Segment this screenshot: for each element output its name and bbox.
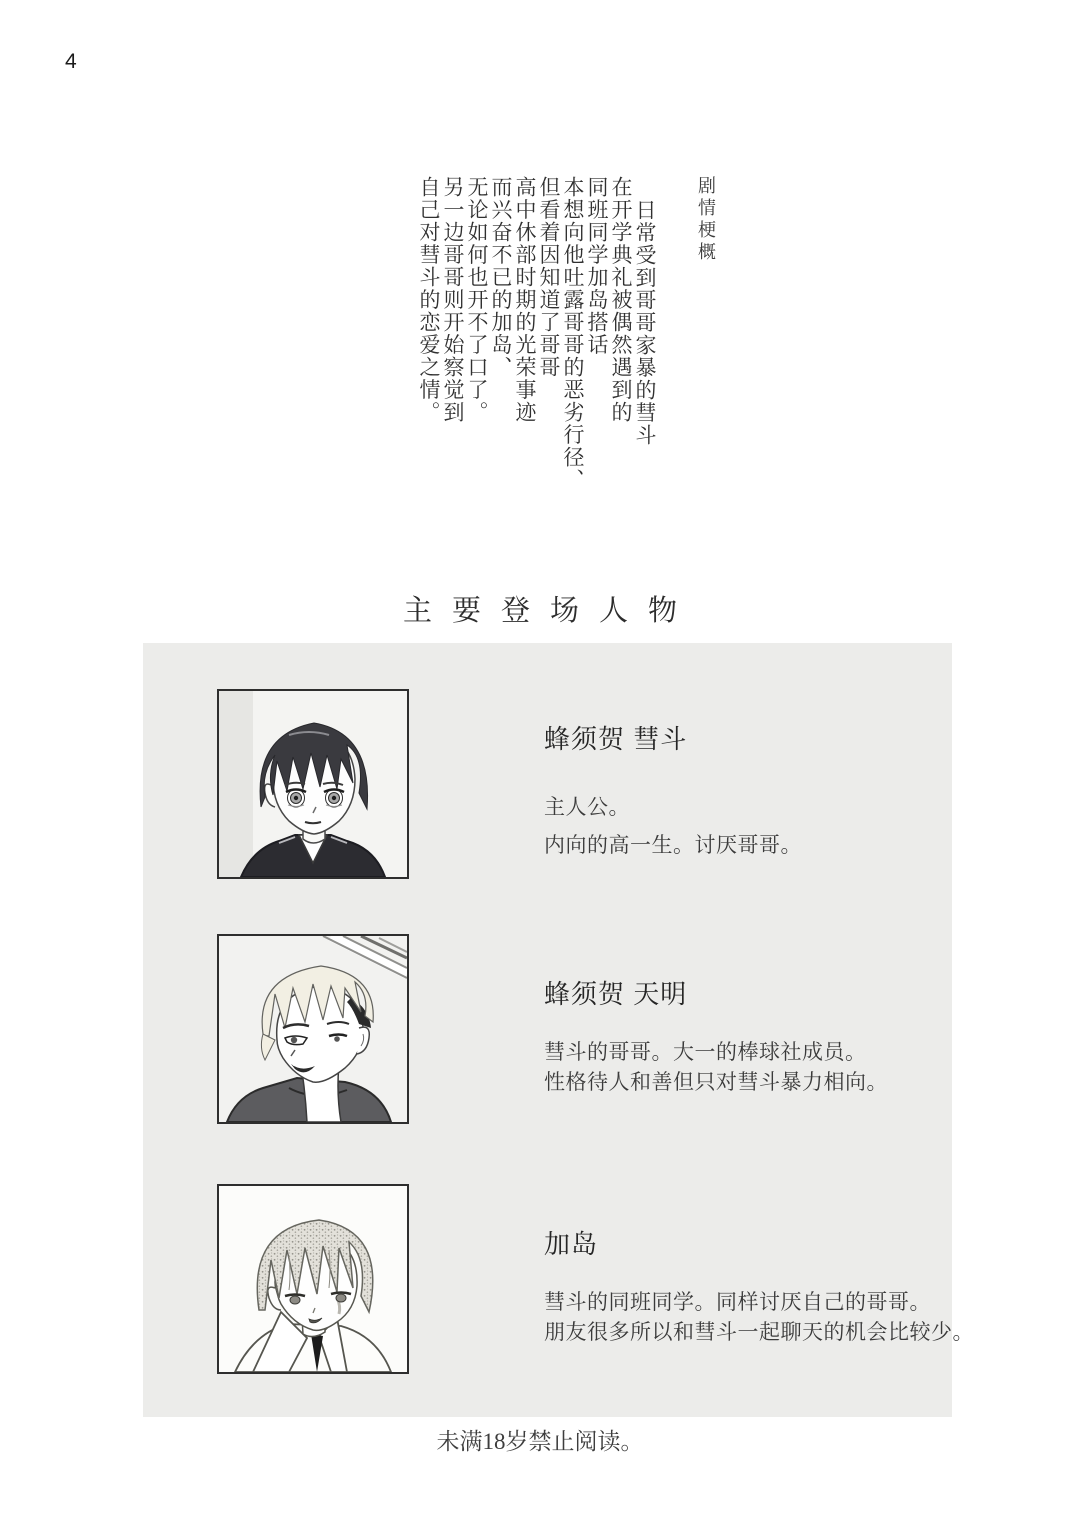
character-description xyxy=(544,1038,888,1098)
description-line: 主人公。 xyxy=(544,796,630,819)
character-description xyxy=(544,793,802,861)
kajima-portrait-image xyxy=(219,1186,407,1372)
characters-panel xyxy=(143,643,974,1417)
synopsis-line: 另一边哥哥则开始察觉到 xyxy=(441,176,464,424)
synopsis-line: 自己对彗斗的恋爱之情。 xyxy=(417,176,440,424)
portrait-hachisuka-tenmei xyxy=(217,934,409,1124)
synopsis-line: 而兴奋不已的加岛、 xyxy=(489,176,512,379)
character-description xyxy=(544,1288,974,1348)
description-line: 彗斗的哥哥。大一的棒球社成员。 xyxy=(544,1041,867,1064)
synopsis-line: 日常受到哥哥家暴的彗斗 xyxy=(633,199,656,447)
synopsis-line: 但看着因知道了哥哥 xyxy=(537,176,560,379)
description-line: 性格待人和善但只对彗斗暴力相向。 xyxy=(544,1071,888,1094)
description-line: 朋友很多所以和彗斗一起聊天的机会比较少。 xyxy=(544,1321,974,1344)
character-entry-kajima xyxy=(217,1184,974,1376)
synopsis-line: 同班同学加岛搭话 xyxy=(585,176,608,356)
description-line: 内向的高一生。讨厌哥哥。 xyxy=(544,834,802,857)
portrait-kajima xyxy=(217,1184,409,1374)
synopsis-line: 本想向他吐露哥哥的恶劣行径、 xyxy=(561,176,584,491)
main-characters-heading: 主要登场人物 xyxy=(402,595,697,627)
description-line: 彗斗的同班同学。同样讨厌自己的哥哥。 xyxy=(544,1291,931,1314)
character-name: 蜂须贺 天明 xyxy=(544,979,688,1009)
character-entry-keito xyxy=(217,689,937,881)
synopsis-line: 高中休部时期的光荣事迹 xyxy=(513,176,536,424)
character-entry-tenmei xyxy=(217,934,937,1126)
synopsis-line: 在开学典礼被偶然遇到的 xyxy=(609,176,632,424)
character-name: 加岛 xyxy=(544,1229,599,1259)
character-name: 蜂须贺 彗斗 xyxy=(544,724,688,754)
tenmei-portrait-image xyxy=(219,936,407,1122)
plot-synopsis xyxy=(416,176,717,606)
portrait-hachisuka-keito xyxy=(217,689,409,879)
age-restriction-notice: 未满18岁禁止阅读。 xyxy=(436,1429,644,1454)
synopsis-title: 剧情梗概 xyxy=(696,176,716,264)
synopsis-line: 无论如何也开不了口了。 xyxy=(465,176,488,424)
keito-portrait-image xyxy=(219,691,407,877)
page-number: 4 xyxy=(65,50,77,73)
